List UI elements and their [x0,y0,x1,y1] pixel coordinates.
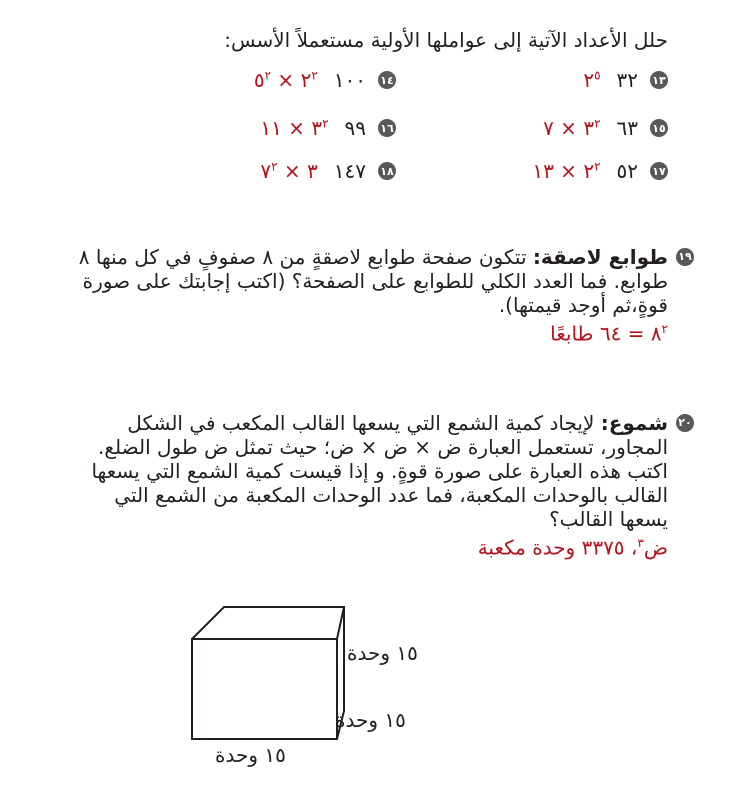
problem-answer: $٨^٢$ = ٦٤ طابعًا [550,321,668,346]
exercise-18 [260,157,396,185]
problem-answer: ض$^٣$، ٣٣٧٥ وحدة مكعبة [477,535,668,560]
problem-title: شموع: [600,411,668,435]
exercise-answer: $٣^٢$ × ١١ [260,116,329,140]
problem-number-badge: ٢٠ [676,414,694,432]
problem-text: لإيجاد كمية الشمع التي يسعها القالب المكعب في الشكل المجاور، تستعمل العبارة ض × ض × ض؛ حيث تمثل ض طول الضلع. اكتب هذه العبارة على صورة قوةٍ. و إذا قيست كمية الشمع التي يسعها القالب بالوحدات المكعبة، فما عدد الوحدات المكعبة من الشمع التي يسعها القالب؟ [91,411,668,531]
exercise-number-badge: ١٤ [378,71,396,89]
problem-number-badge: ١٩ [676,248,694,266]
exercise-question: ٦٣ [616,116,638,140]
exercise-question: ١٤٧ [333,159,366,183]
exercise-15 [543,114,668,142]
exercise-16 [260,114,396,142]
cube-depth-label: ١٥ وحدة [335,708,406,732]
cube-width-label: ١٥ وحدة [215,743,286,767]
cube-top-edge [192,607,344,639]
exercise-question: ٩٩ [344,116,366,140]
word-problem-19 [78,245,692,346]
exercise-14 [254,66,396,94]
problem-title: طوابع لاصقة: [532,245,668,269]
exercise-number-badge: ١٥ [650,119,668,137]
exercise-question: ١٠٠ [333,68,366,92]
cube-front-face [192,639,337,739]
problem-text: تتكون صفحة طوابع لاصقةٍ من ٨ صفوفٍ في كل منها ٨ طوابع. فما العدد الكلي للطوابع على الصفحة؟ (اكتب إجابتك على صورة قوةٍ،ثم أوجد قيمتها). [78,245,668,317]
exercise-number-badge: ١٦ [378,119,396,137]
exercise-answer: $٢^٥$ [583,68,601,92]
exercise-answer: $٢^٢$ × $٥^٢$ [253,68,318,92]
exercise-question: ٥٢ [616,159,638,183]
exercise-13 [583,66,668,94]
exercise-17 [532,157,668,185]
word-problem-20 [78,411,692,560]
exercise-question: ٣٢ [616,68,638,92]
exercise-answer: ٣ × $٧^٢$ [260,159,318,183]
cube-height-label: ١٥ وحدة [347,641,418,665]
cube-figure [180,600,360,750]
exercise-number-badge: ١٧ [650,162,668,180]
exercise-number-badge: ١٣ [650,71,668,89]
exercise-answer: $٢^٢$ × ١٣ [532,159,601,183]
exercise-number-badge: ١٨ [378,162,396,180]
exercise-answer: $٣^٢$ × ٧ [543,116,601,140]
instruction-text: حلل الأعداد الآتية إلى عواملها الأولية مستعملاً الأسس: [224,28,668,52]
